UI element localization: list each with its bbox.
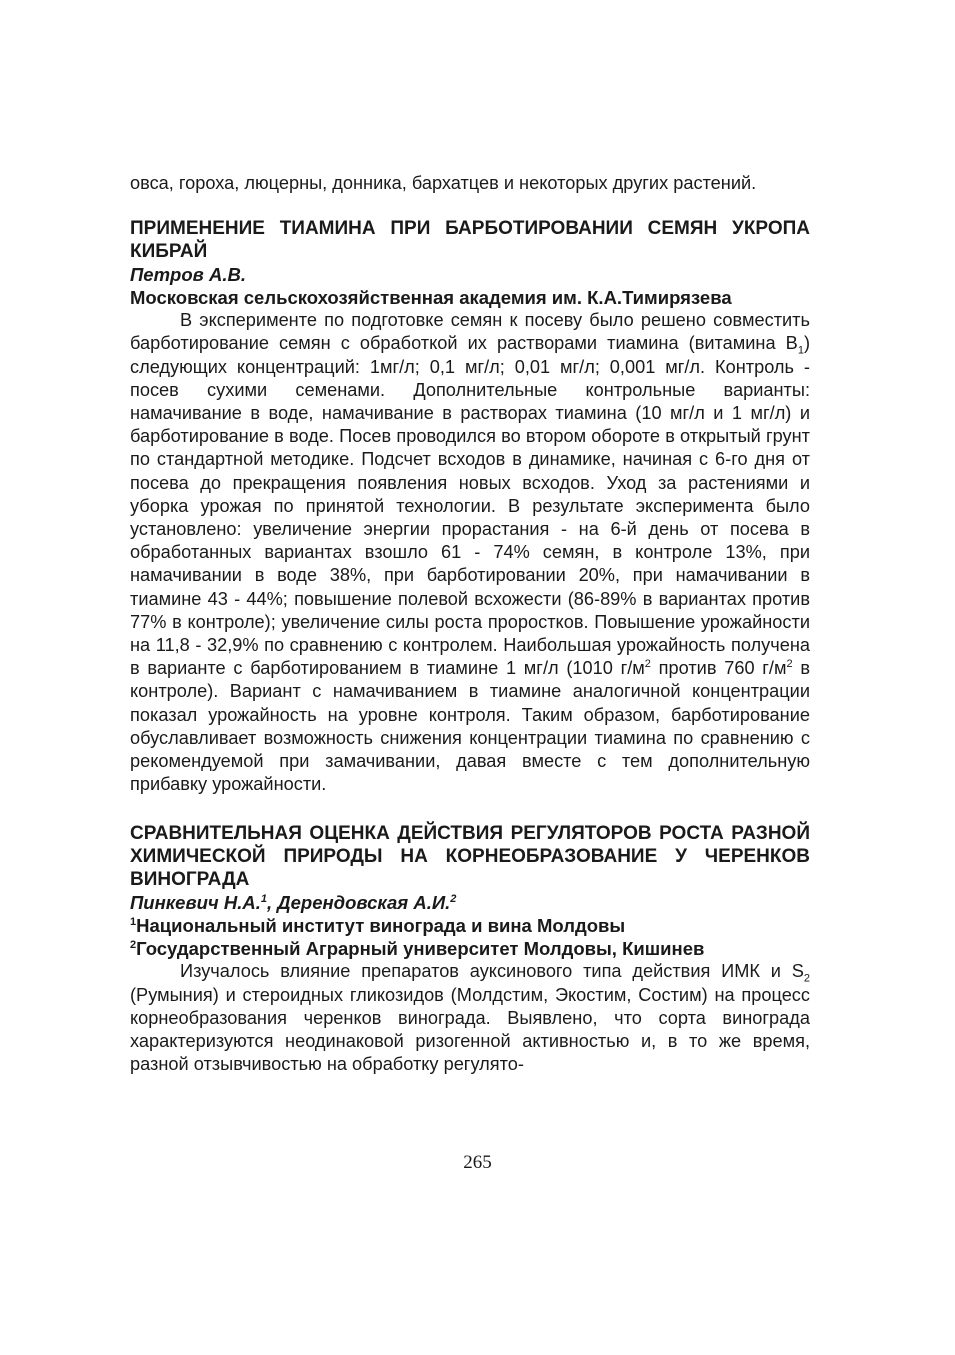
article-body: В эксперименте по подготовке семян к посеву было решено совместить барботирование семян с обработкой их растворами тиамина (витамина $B_1$) следующих концентраций: 1мг/л; 0,1 мг/л; 0,01 мг/л; 0,001 мг/л. Контроль - посев сухими семенами. Дополнительные контрольные варианты: намачивание в воде, намачивание в растворах тиамина (10 мг/л и 1 мг/л) и барботирование в воде. Посев проводился во втором обороте в открытый грунт по стандартной методике. Подсчет всходов в динамике, начиная с 6-го дня от посева до прекращения появления новых всходов. Уход за растениями и уборка урожая по принятой технологии. В результате эксперимента было установлено: увеличение энергии прорастания - на 6-й день от посева в обработанных вариантах взошло 61 - 74% семян, в контроле 13%, при намачивании в воде 38%, при барботировании 20%, при намачивании в тиамине 43 - 44%; повышение полевой всхожести (86-89% в вариантах против 77% в контроле); увеличение силы роста проростков. Повышение урожайности на 11,8 - 32,9% по сравнению с контролем. Наибольшая урожайность получена в варианте с барботированием в тиамине 1 мг/л (1010 $г/м^2$ против 760 $г/м^2$ в контроле). Вариант с намачиванием в тиамине аналогичной концентрации показал урожайность на уровне контроля. Таким образом, барботирование обуславливает возможность снижения концентрации тиамина по сравнению с рекомендуемой при замачивании, давая вместе с тем дополнительную прибавку урожайности.: [130, 310, 811, 795]
spacer: [130, 796, 810, 822]
article-body: Изучалось влияние препаратов ауксинового типа действия ИМК и $S_2$ (Румыния) и стероидных гликозидов (Молдстим, Экостим, Состим) на процесс корнеобразования черенков винограда. Выявлено, что сорта винограда характеризуются неодинаковой ризогенной активностью и, в то же время, разной отзывчивостью на обработку регулято-: [130, 961, 810, 1075]
article-affiliation: Московская сельскохозяйственная академия им. К.А.Тимирязева: [130, 287, 732, 309]
spacer: [130, 195, 810, 217]
article-title: ПРИМЕНЕНИЕ ТИАМИНА ПРИ БАРБОТИРОВАНИИ СЕМЯН УКРОПА КИБРАЙ: [130, 218, 810, 263]
page-content: [130, 172, 810, 1076]
article-thiamine: [130, 217, 810, 796]
intro-paragraph: овса, гороха, люцерны, донника, бархатцев и некоторых других растений.: [130, 173, 757, 193]
article-title: СРАВНИТЕЛЬНАЯ ОЦЕНКА ДЕЙСТВИЯ РЕГУЛЯТОРОВ РОСТА РАЗНОЙ ХИМИЧЕСКОЙ ПРИРОДЫ НА КОРНЕОБРАЗОВАНИЕ У ЧЕРЕНКОВ ВИНОГРАДА: [130, 823, 810, 891]
article-authors: Пинкевич Н.А.$^1$, Дерендовская А.И.$^2$: [130, 892, 457, 914]
article-grape-cuttings: [130, 822, 810, 1076]
article-author: Петров А.В.: [130, 264, 246, 286]
page-number: 265: [463, 1152, 492, 1173]
article-affiliation-1: $^1$Национальный институт винограда и вина Молдовы: [130, 915, 626, 937]
article-affiliation-2: $^2$Государственный Аграрный университет Молдовы, Кишинев: [130, 938, 705, 960]
